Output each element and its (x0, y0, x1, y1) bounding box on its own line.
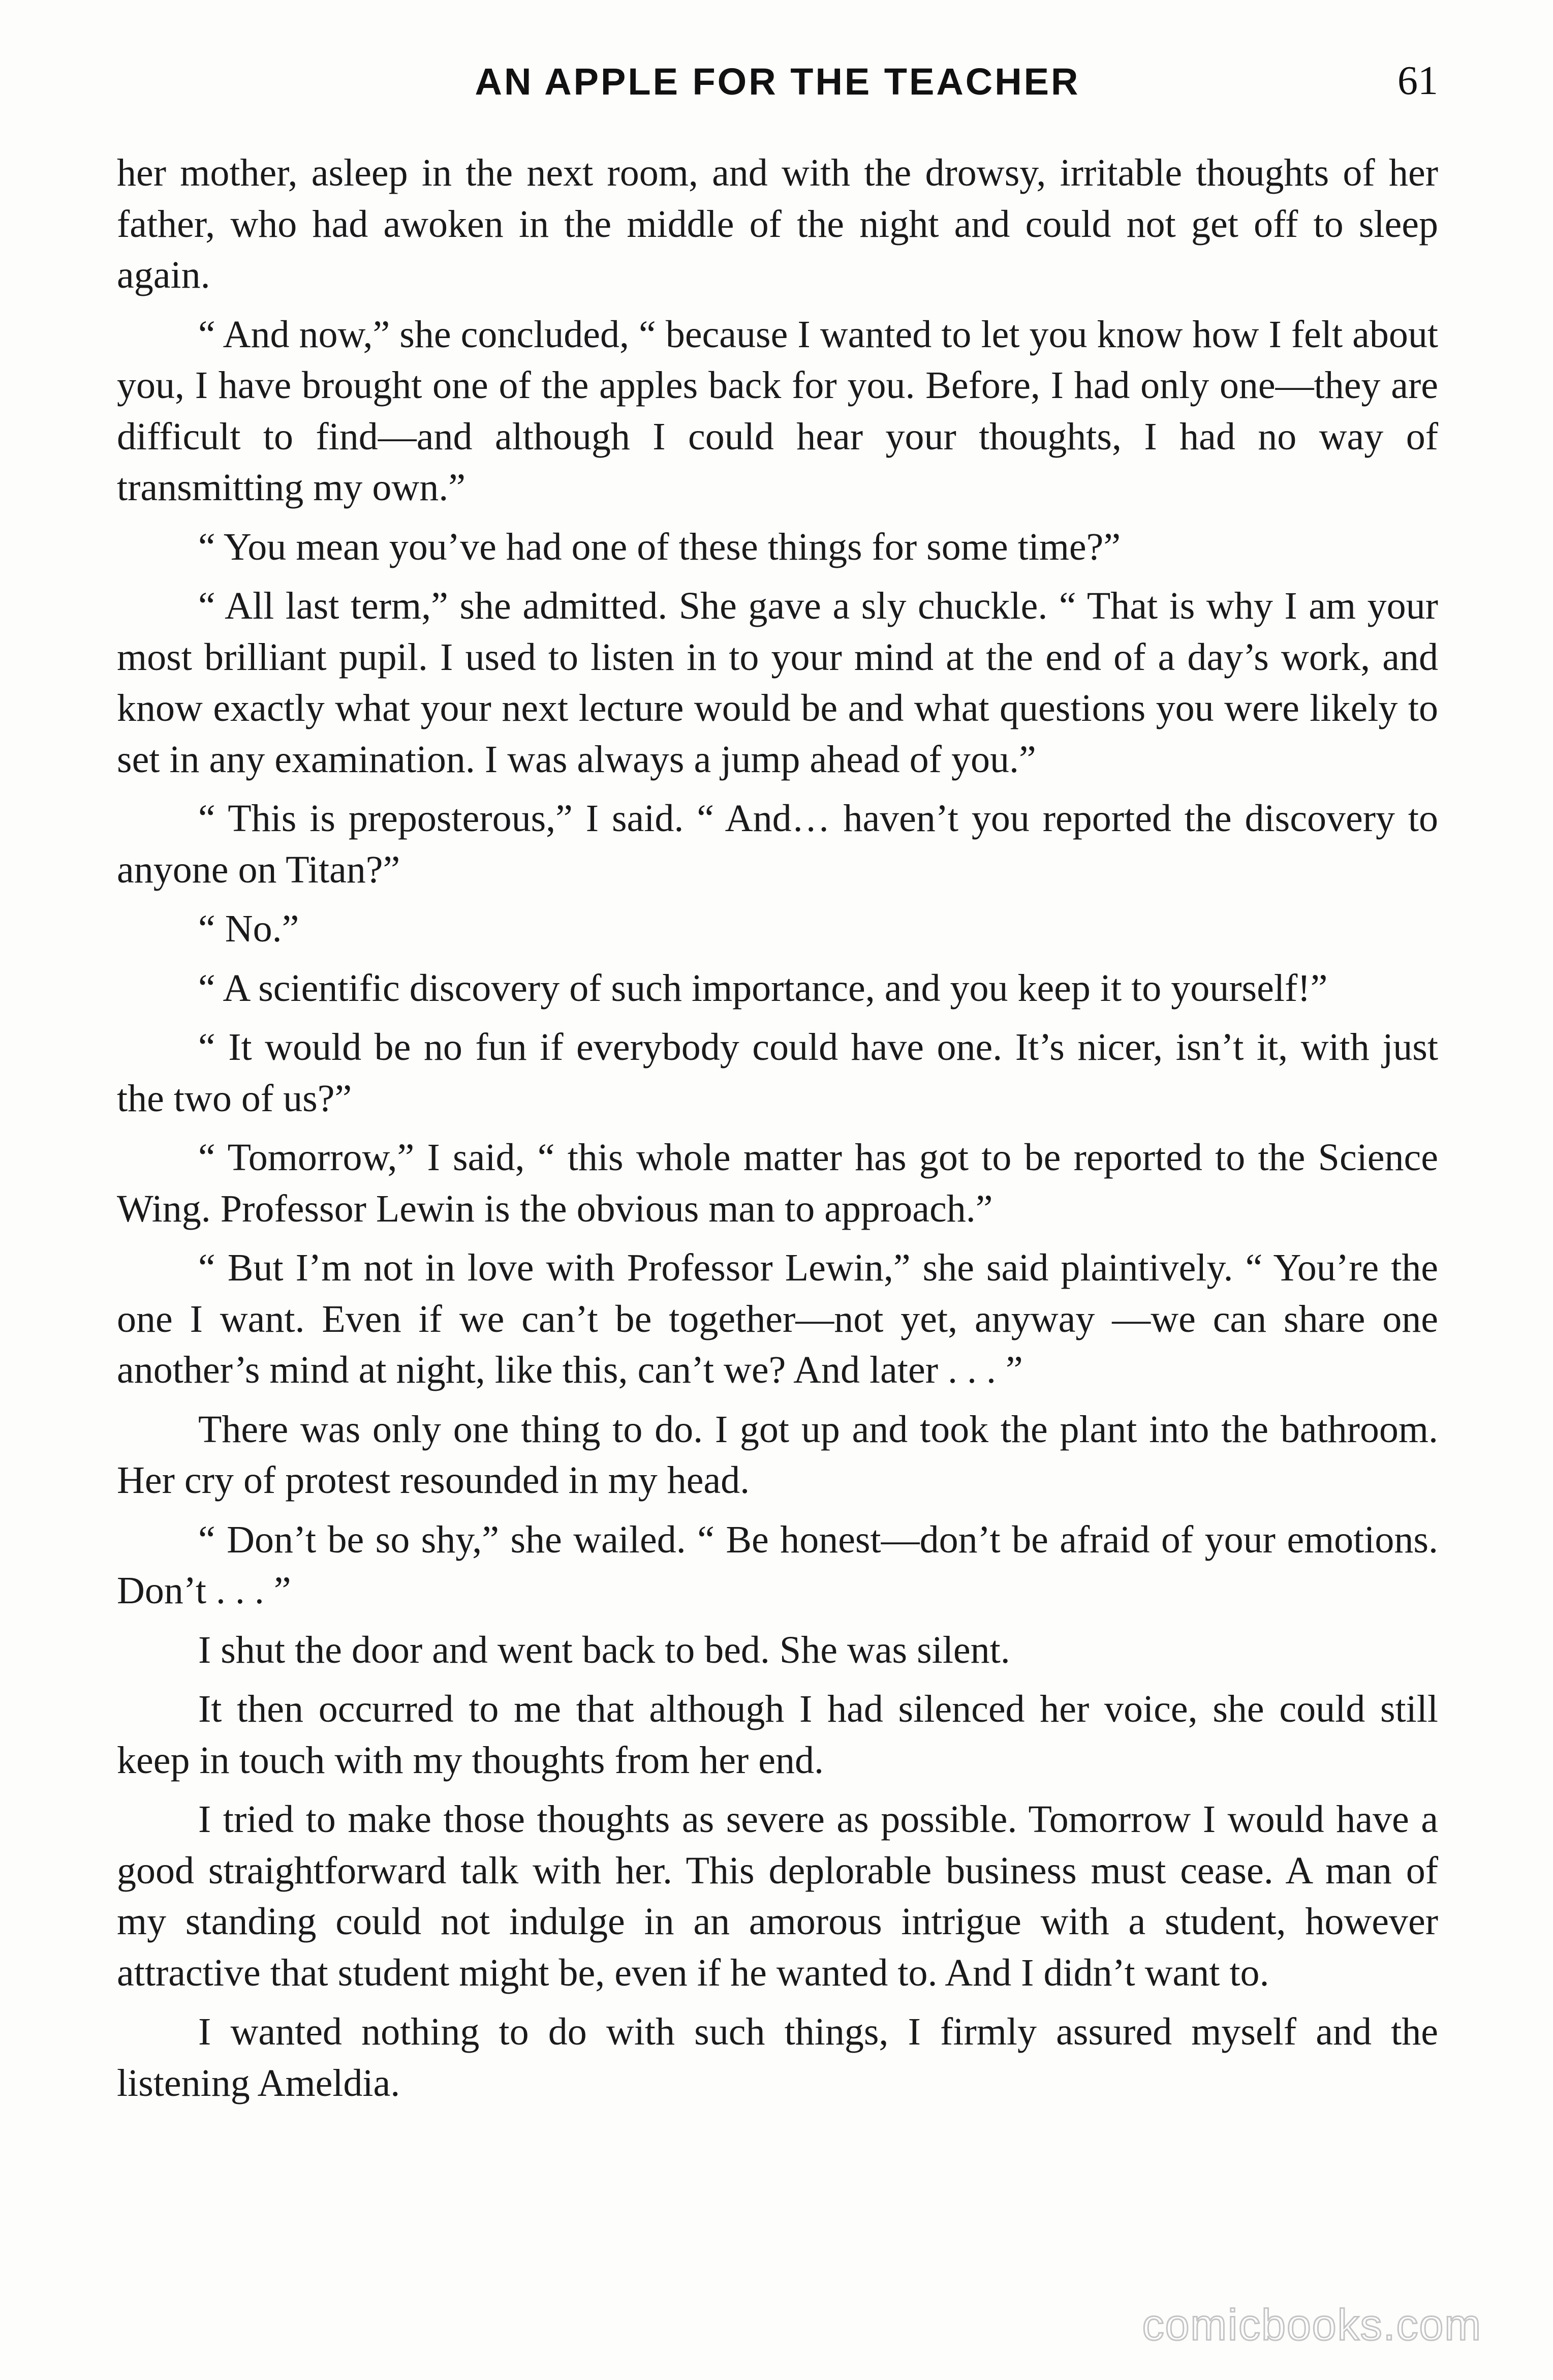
page-number: 61 (1397, 58, 1438, 103)
paragraph: “ All last term,” she admitted. She gave a sly chuckle. “ That is why I am your most brilliant pupil. I used to listen in to your mind at the end of a day’s work, and know exactly what your next lecture would be and what questions you were likely to set in any examination. I was always a jump ahead of you.” (117, 585, 1438, 781)
paragraph: “ And now,” she concluded, “ because I wanted to let you know how I felt about you, I have brought one of the apples back for you. Before, I had only one—they are difficult to find—and although I could hear your thoughts, I had no way of transmitting my own.” (117, 313, 1438, 509)
paragraph: “ Don’t be so shy,” she wailed. “ Be honest—don’t be afraid of your emotions. Don’t . . . ” (117, 1518, 1438, 1612)
chapter-title: AN APPLE FOR THE TEACHER (475, 60, 1080, 103)
paragraph: “ But I’m not in love with Professor Lewin,” she said plaintively. “ You’re the one I want. Even if we can’t be together—not yet, anyway —we can share one another’s mind at night, like this, can’t we? And later . . . ” (117, 1246, 1438, 1391)
body-text (117, 147, 1438, 2117)
site-watermark: comicbooks.com (1142, 2301, 1482, 2350)
paragraph: “ You mean you’ve had one of these things for some time?” (198, 525, 1121, 568)
running-head (117, 60, 1438, 116)
paragraph: “ It would be no fun if everybody could have one. It’s nicer, isn’t it, with just the two of us?” (117, 1026, 1438, 1120)
paragraph: There was only one thing to do. I got up and took the plant into the bathroom. Her cry of protest resounded in my head. (117, 1408, 1438, 1502)
paragraph: “ A scientific discovery of such importance, and you keep it to yourself!” (198, 966, 1328, 1010)
paragraph: “ Tomorrow,” I said, “ this whole matter has got to be reported to the Science Wing. Professor Lewin is the obvious man to approach.” (117, 1136, 1438, 1230)
paragraph: her mother, asleep in the next room, and with the drowsy, irritable thoughts of her father, who had awoken in the middle of the night and could not get off to sleep again. (117, 151, 1438, 296)
paragraph: “ No.” (198, 907, 299, 950)
paragraph: It then occurred to me that although I had silenced her voice, she could still keep in touch with my thoughts from her end. (117, 1688, 1438, 1782)
paragraph: “ This is preposterous,” I said. “ And… haven’t you reported the discovery to anyone on Titan?” (117, 797, 1438, 891)
paragraph: I shut the door and went back to bed. She was silent. (198, 1628, 1010, 1671)
paragraph: I wanted nothing to do with such things, I firmly assured myself and the listening Ameldia. (117, 2010, 1438, 2104)
paragraph: I tried to make those thoughts as severe as possible. Tomorrow I would have a good straightforward talk with her. This deplorable business must cease. A man of my standing could not indulge in an amorous intrigue with a student, however attractive that student might be, even if he wanted to. And I didn’t want to. (117, 1798, 1438, 1994)
